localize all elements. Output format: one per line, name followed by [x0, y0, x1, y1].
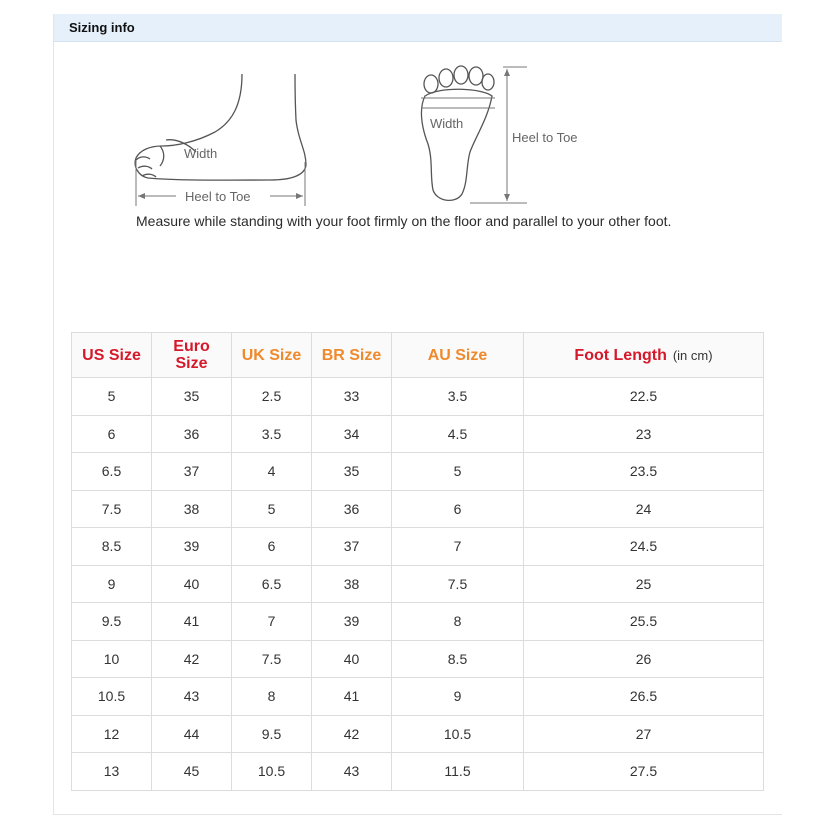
cell-br: 33 [312, 378, 392, 416]
header-euro-line2: Size [175, 355, 208, 372]
sole-heel-to-toe-label: Heel to Toe [512, 130, 578, 145]
cell-au: 3.5 [392, 378, 524, 416]
cell-au: 7.5 [392, 565, 524, 603]
table-row [72, 490, 764, 528]
cell-au: 8.5 [392, 640, 524, 678]
cell-uk: 9.5 [232, 715, 312, 753]
cell-euro: 35 [152, 378, 232, 416]
cell-euro: 36 [152, 415, 232, 453]
header-euro-size [152, 333, 232, 378]
cell-foot-length: 23.5 [524, 453, 764, 491]
side-heel-to-toe-label: Heel to Toe [185, 189, 251, 204]
cell-uk: 8 [232, 678, 312, 716]
cell-us: 9 [72, 565, 152, 603]
cell-euro: 41 [152, 603, 232, 641]
panel-title: Sizing info [69, 20, 135, 35]
cell-us: 9.5 [72, 603, 152, 641]
header-foot-length-label: Foot Length [574, 346, 667, 364]
size-chart-table [71, 332, 764, 791]
cell-us: 7.5 [72, 490, 152, 528]
cell-uk: 2.5 [232, 378, 312, 416]
cell-uk: 5 [232, 490, 312, 528]
cell-us: 10.5 [72, 678, 152, 716]
cell-uk: 3.5 [232, 415, 312, 453]
cell-au: 9 [392, 678, 524, 716]
cell-uk: 7.5 [232, 640, 312, 678]
cell-au: 7 [392, 528, 524, 566]
cell-uk: 10.5 [232, 753, 312, 791]
cell-foot-length: 27.5 [524, 753, 764, 791]
cell-br: 40 [312, 640, 392, 678]
cell-euro: 39 [152, 528, 232, 566]
cell-us: 5 [72, 378, 152, 416]
cell-foot-length: 22.5 [524, 378, 764, 416]
cell-us: 6.5 [72, 453, 152, 491]
cell-foot-length: 24 [524, 490, 764, 528]
cell-br: 35 [312, 453, 392, 491]
table-row [72, 678, 764, 716]
cell-euro: 44 [152, 715, 232, 753]
cell-br: 39 [312, 603, 392, 641]
table-row [72, 378, 764, 416]
cell-euro: 43 [152, 678, 232, 716]
cell-uk: 4 [232, 453, 312, 491]
table-body [72, 378, 764, 791]
cell-us: 8.5 [72, 528, 152, 566]
cell-us: 10 [72, 640, 152, 678]
cell-foot-length: 25.5 [524, 603, 764, 641]
cell-au: 10.5 [392, 715, 524, 753]
cell-euro: 38 [152, 490, 232, 528]
cell-br: 36 [312, 490, 392, 528]
header-euro-line1: Euro [173, 338, 210, 355]
table-row [72, 753, 764, 791]
cell-uk: 6.5 [232, 565, 312, 603]
table-row [72, 715, 764, 753]
header-foot-length-unit: (in cm) [672, 347, 713, 363]
cell-foot-length: 26 [524, 640, 764, 678]
table-row [72, 565, 764, 603]
cell-euro: 40 [152, 565, 232, 603]
cell-us: 13 [72, 753, 152, 791]
header-foot-length [524, 333, 764, 378]
cell-euro: 42 [152, 640, 232, 678]
cell-br: 42 [312, 715, 392, 753]
table-row [72, 528, 764, 566]
table-row [72, 640, 764, 678]
header-au-size: AU Size [392, 333, 524, 378]
table-row [72, 415, 764, 453]
cell-au: 5 [392, 453, 524, 491]
side-width-label: Width [184, 146, 218, 161]
cell-foot-length: 26.5 [524, 678, 764, 716]
cell-euro: 37 [152, 453, 232, 491]
measure-instruction: Measure while standing with your foot firmly on the floor and parallel to your other foot. [136, 213, 672, 229]
table-header-row [72, 333, 764, 378]
header-us-size: US Size [72, 333, 152, 378]
cell-br: 38 [312, 565, 392, 603]
cell-us: 6 [72, 415, 152, 453]
cell-br: 43 [312, 753, 392, 791]
table-row [72, 603, 764, 641]
cell-au: 6 [392, 490, 524, 528]
sole-width-label: Width [430, 116, 464, 131]
cell-uk: 7 [232, 603, 312, 641]
cell-us: 12 [72, 715, 152, 753]
cell-au: 11.5 [392, 753, 524, 791]
cell-foot-length: 23 [524, 415, 764, 453]
cell-uk: 6 [232, 528, 312, 566]
cell-foot-length: 27 [524, 715, 764, 753]
cell-br: 34 [312, 415, 392, 453]
cell-au: 8 [392, 603, 524, 641]
cell-foot-length: 25 [524, 565, 764, 603]
foot-measurement-diagram [0, 0, 833, 330]
cell-au: 4.5 [392, 415, 524, 453]
cell-euro: 45 [152, 753, 232, 791]
side-foot-illustration [135, 74, 306, 206]
cell-foot-length: 24.5 [524, 528, 764, 566]
header-br-size: BR Size [312, 333, 392, 378]
header-uk-size: UK Size [232, 333, 312, 378]
cell-br: 37 [312, 528, 392, 566]
table-row [72, 453, 764, 491]
cell-br: 41 [312, 678, 392, 716]
